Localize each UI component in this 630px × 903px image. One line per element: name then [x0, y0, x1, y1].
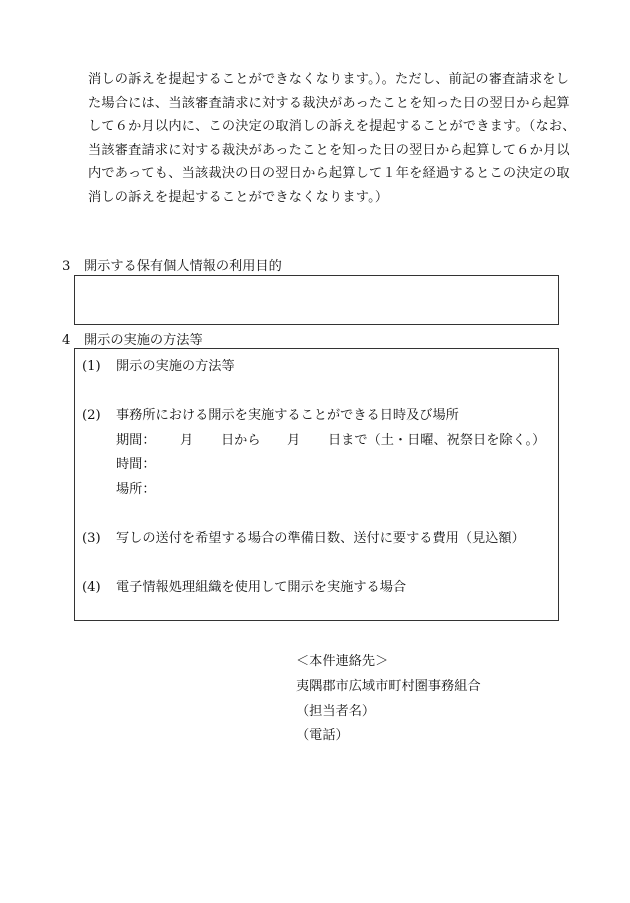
- intro-line-3: して６か月以内に、この決定の取消しの訴えを提起することができます。（なお、: [88, 119, 576, 135]
- section-4-item-2: [82, 404, 459, 423]
- section-3-heading: [62, 255, 282, 274]
- item-1-label: 開示の実施の方法等: [116, 359, 235, 374]
- intro-paragraph: [88, 68, 576, 210]
- section-4-item-1: [82, 355, 235, 374]
- schedule-month-1: 月: [180, 433, 194, 448]
- section-4-heading: [62, 329, 203, 348]
- schedule-place-label: 場所：: [116, 482, 156, 497]
- contact-phone: （電話）: [296, 728, 349, 743]
- intro-line-6: 消しの訴えを提起することができなくなります。）: [88, 189, 389, 205]
- schedule-time-label: 時間：: [116, 457, 156, 472]
- contact-heading: ＜本件連絡先＞: [296, 654, 389, 669]
- schedule-day-from: 日から: [221, 433, 261, 448]
- intro-line-4: 当該審査請求に対する裁決があったことを知った日の翌日から起算して６か月以: [88, 142, 570, 158]
- item-3-label: 写しの送付を希望する場合の準備日数、送付に要する費用（見込額）: [116, 531, 525, 546]
- item-2-number: (2): [82, 408, 101, 423]
- section-3-answer-box: [74, 275, 559, 325]
- schedule-month-2: 月: [287, 433, 301, 448]
- intro-line-2: た場合には、当該審査請求に対する裁決があったことを知った日の翌日から起算: [88, 95, 570, 111]
- contact-person: （担当者名）: [296, 704, 376, 719]
- item-1-number: (1): [82, 359, 101, 374]
- contact-organization: 夷隅郡市広域市町村圏事務組合: [296, 679, 481, 694]
- section-3-number: 3: [62, 259, 71, 274]
- item-3-number: (3): [82, 531, 101, 546]
- section-4-number: 4: [62, 333, 71, 348]
- item-4-label: 電子情報処理組織を使用して開示を実施する場合: [116, 580, 407, 595]
- section-4-item-4: [82, 576, 406, 595]
- intro-line-1: 消しの訴えを提起することができなくなります。）。ただし、前記の審査請求をし: [88, 72, 570, 87]
- item-2-label: 事務所における開示を実施することができる日時及び場所: [116, 408, 459, 423]
- section-4-item-3: [82, 527, 525, 546]
- intro-line-5: 内であっても、当該裁決の日の翌日から起算して１年を経過するとこの決定の取: [88, 166, 570, 182]
- schedule-period-label: 期間：: [116, 433, 156, 448]
- item-4-number: (4): [82, 580, 101, 595]
- schedule-day-to: 日まで（土・日曜、祝祭日を除く。）: [328, 433, 546, 448]
- section-3-title: 開示する保有個人情報の利用目的: [84, 259, 282, 274]
- section-4-title: 開示の実施の方法等: [84, 333, 203, 348]
